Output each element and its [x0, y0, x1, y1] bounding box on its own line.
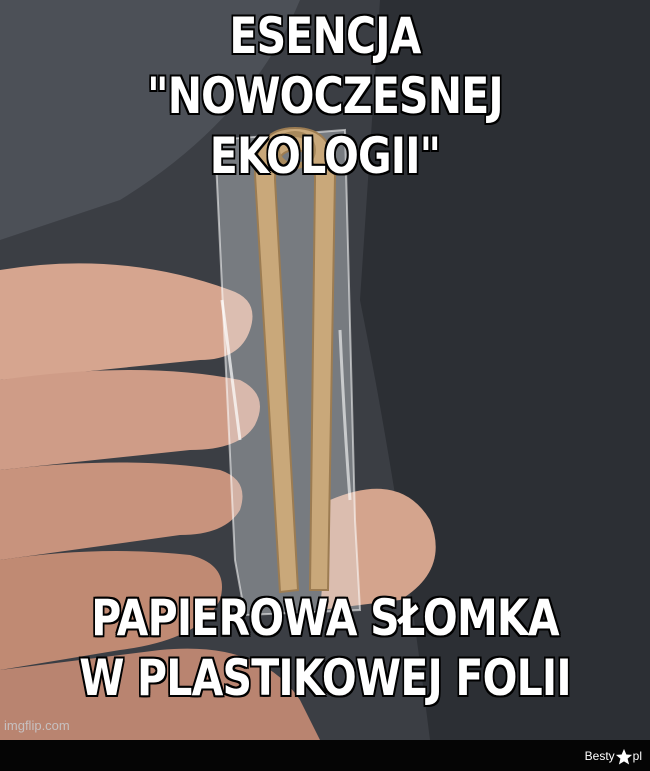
besty-logo-right: pl [632, 749, 642, 764]
bottom-caption-line-2: W PLASTIKOWEJ FOLII [79, 649, 571, 707]
star-icon [615, 748, 633, 766]
besty-logo-left: Besty [584, 749, 615, 764]
top-caption-line-2: "NOWOCZESNEJ EKOLOGII" [147, 67, 503, 185]
besty-logo[interactable] [585, 748, 642, 766]
bottom-caption [59, 588, 592, 708]
top-caption [59, 6, 592, 186]
top-caption-line-1: ESENCJA [229, 7, 421, 65]
imgflip-watermark: imgflip.com [4, 718, 70, 733]
bottom-caption-line-1: PAPIEROWA SŁOMKA [91, 589, 559, 647]
footer-bar [0, 740, 650, 771]
